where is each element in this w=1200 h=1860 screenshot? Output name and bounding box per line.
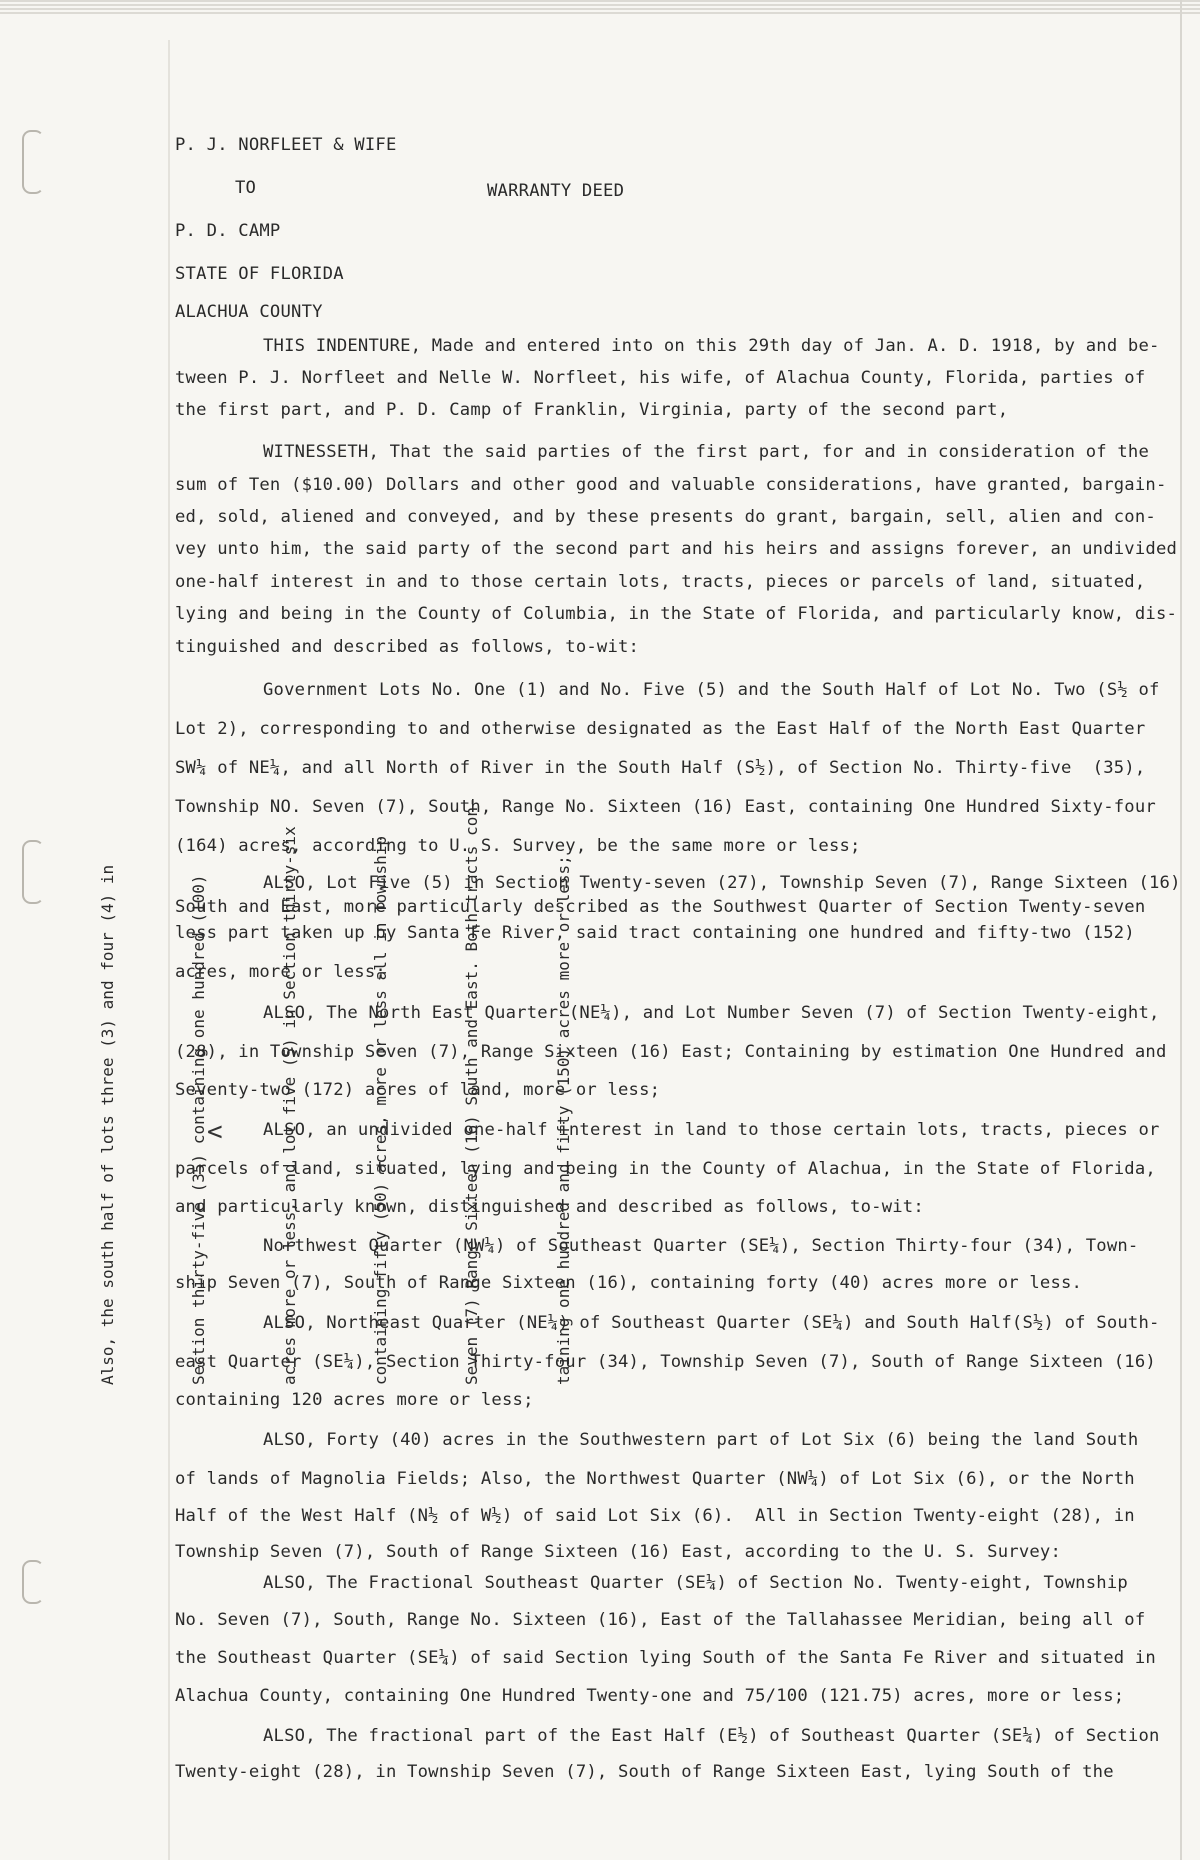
body-line: parcels of land, situated, lying and being in the County of Alachua, in the State of Florida, [175,1159,1156,1179]
body-line: sum of Ten ($10.00) Dollars and other good and valuable considerations, have granted, bargain- [175,475,1167,495]
margin-note-line: acres more or less, and lot five (5) in Section thirty-six [280,826,300,1385]
body-line: ALSO, Lot Five (5) in Section Twenty-seven (27), Township Seven (7), Range Sixteen (16) [263,873,1181,893]
document-type: WARRANTY DEED [487,181,625,201]
margin-note-line: Section thirty-five (35) containing one hundred (100) [188,874,208,1385]
body-line: ALSO, Northeast Quarter (NE¼) of Southeast Quarter (SE¼) and South Half(S½) of South- [263,1313,1160,1333]
margin-note-line: Also, the south half of lots three (3) and four (4) in [97,864,117,1385]
body-line: THIS INDENTURE, Made and entered into on this 29th day of Jan. A. D. 1918, by and be- [263,336,1160,356]
margin-note-line: taining one hundred and fifty (150) acres more or less; [553,855,573,1385]
body-line: Lot 2), corresponding to and otherwise designated as the East Half of the North East Quarter [175,719,1146,739]
margin-note-line: Seven (7) Range Sixteen (16) South and East. Both tracts con- [462,797,482,1385]
body-line: No. Seven (7), South, Range No. Sixteen (16), East of the Tallahassee Meridian, being all of [175,1610,1146,1630]
body-line: the first part, and P. D. Camp of Franklin, Virginia, party of the second part, [175,400,1009,420]
body-line: ALSO, The Fractional Southeast Quarter (SE¼) of Section No. Twenty-eight, Township [263,1573,1128,1593]
body-line: less part taken up by Santa Fe River, said tract containing one hundred and fifty-two (152) [175,923,1135,943]
body-line: vey unto him, the said party of the second part and his heirs and assigns forever, an undivided [175,539,1178,559]
binding-hole-bottom [22,1560,44,1604]
grantor-line: P. J. NORFLEET & WIFE [175,135,397,155]
grantee-line: P. D. CAMP [175,221,281,241]
body-line: SW¼ of NE¼, and all North of River in the South Half (S½), of Section No. Thirty-five (35), [175,758,1146,778]
body-line: and particularly known, distinguished and described as follows, to-wit: [175,1197,924,1217]
body-line: east Quarter (SE¼), Section Thirty-four (34), Township Seven (7), South of Range Sixteen (16) [175,1352,1156,1372]
body-line: Township Seven (7), South of Range Sixteen (16) East, according to the U. S. Survey: [175,1542,1062,1562]
body-line: one-half interest in and to those certain lots, tracts, pieces or parcels of land, situated, [175,572,1146,592]
body-line: Alachua County, containing One Hundred Twenty-one and 75/100 (121.75) acres, more or less; [175,1686,1125,1706]
body-line: Twenty-eight (28), in Township Seven (7), South of Range Sixteen East, lying South of the [175,1762,1114,1782]
binding-hole-top [22,130,44,194]
to-line: TO [235,178,257,198]
body-line: Northwest Quarter (NW¼) of Southeast Quarter (SE¼), Section Thirty-four (34), Town- [263,1236,1139,1256]
page-right-edge [1180,0,1182,1860]
body-line: ALSO, The North East Quarter (NE¼), and Lot Number Seven (7) of Section Twenty-eight, [263,1003,1160,1023]
check-mark-icon: < [207,1117,223,1147]
body-line: ALSO, The fractional part of the East Half (E½) of Southeast Quarter (SE¼) of Section [263,1726,1160,1746]
state-line: STATE OF FLORIDA [175,264,344,284]
body-line: (28), in Township Seven (7), Range Sixteen (16) East; Containing by estimation One Hundred and [175,1042,1167,1062]
body-line: ship Seven (7), South of Range Sixteen (16), containing forty (40) acres more or less. [175,1273,1083,1293]
body-line: (164) acres, according to U. S. Survey, be the same more or less; [175,836,861,856]
body-line: acres, more or less; [175,962,386,982]
margin-note-line: containing fifty (50) acres, more or less all in Township [371,835,391,1385]
margin-note [32,797,609,1385]
body-line: ALSO, Forty (40) acres in the Southwestern part of Lot Six (6) being the land South [263,1430,1139,1450]
body-line: ed, sold, aliened and conveyed, and by these presents do grant, bargain, sell, alien and con- [175,507,1156,527]
body-line: Half of the West Half (N½ of W½) of said Lot Six (6). All in Section Twenty-eight (28), in [175,1506,1135,1526]
body-line: ALSO, an undivided one-half interest in land to those certain lots, tracts, pieces or [263,1120,1160,1140]
body-line: tinguished and described as follows, to-wit: [175,637,640,657]
body-line: containing 120 acres more or less; [175,1390,534,1410]
body-line: lying and being in the County of Columbia, in the State of Florida, and particularly know, dis- [175,604,1178,624]
body-line: Government Lots No. One (1) and No. Five (5) and the South Half of Lot No. Two (S½ of [263,680,1160,700]
body-line: Seventy-two (172) acres of land, more or less; [175,1080,661,1100]
body-line: Township NO. Seven (7), South, Range No. Sixteen (16) East, containing One Hundred Sixty-four [175,797,1156,817]
body-line: tween P. J. Norfleet and Nelle W. Norfleet, his wife, of Alachua County, Florida, parties of [175,368,1146,388]
body-line: the Southeast Quarter (SE¼) of said Section lying South of the Santa Fe River and situated in [175,1648,1156,1668]
page-top-edge [0,0,1200,14]
county-line: ALACHUA COUNTY [175,302,323,322]
body-line: WITNESSETH, That the said parties of the first part, for and in consideration of the [263,442,1150,462]
body-line: of lands of Magnolia Fields; Also, the Northwest Quarter (NW¼) of Lot Six (6), or the North [175,1469,1135,1489]
body-line: South and East, more particularly described as the Southwest Quarter of Section Twenty-seven [175,897,1146,917]
